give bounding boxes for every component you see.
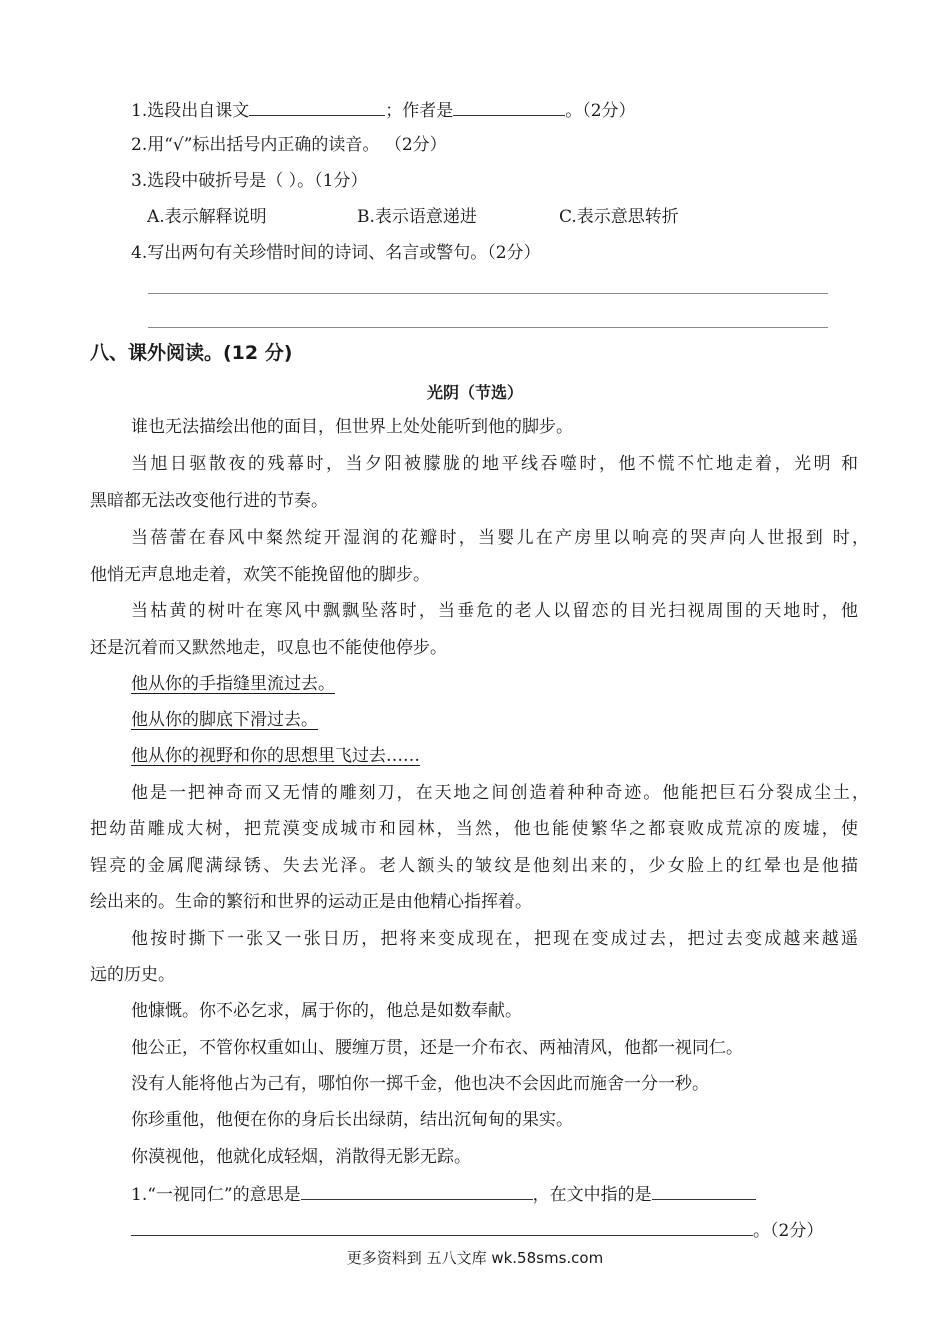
section-heading: 八、课外阅读。(12 分) <box>90 342 293 364</box>
underlined-sentence-1: 他从你的手指缝里流过去。 <box>131 674 335 694</box>
option-a: A.表示解释说明 <box>147 207 267 227</box>
passage-paragraph-5-line-4: 绘出来的。生命的繁衍和世界的运动正是由他精心指挥着。 <box>90 892 532 912</box>
underlined-sentence-2: 他从你的脚底下滑过去。 <box>131 710 318 730</box>
answer-blank-reference <box>652 1181 756 1200</box>
answer-line-2 <box>148 327 828 328</box>
option-c: C.表示意思转折 <box>559 207 679 227</box>
question-1 <box>131 97 636 123</box>
answer-line-1 <box>148 293 828 294</box>
question-3: 3.选段中破折号是（ ）。（1分） <box>131 171 368 191</box>
reading-question-1-mid: ，在文中指的是 <box>532 1185 652 1205</box>
question-1-prefix: 1.选段出自课文 <box>131 101 250 121</box>
passage-paragraph-1: 谁也无法描绘出他的面目，但世界上处处能听到他的脚步。 <box>131 417 573 437</box>
footer-text: 更多资料到 五八文库 wk.58sms.com <box>346 1249 604 1267</box>
passage-paragraph-4-line-2: 还是沉着而又默然地走，叹息也不能使他停步。 <box>90 638 447 658</box>
passage-paragraph-10: 你珍重他，他便在你的身后长出绿荫，结出沉甸甸的果实。 <box>131 1110 573 1130</box>
passage-paragraph-7: 他慷慨。你不必乞求，属于你的，他总是如数奉献。 <box>131 1001 522 1021</box>
answer-blank-meaning <box>301 1181 533 1200</box>
option-b: B.表示语意递进 <box>357 207 477 227</box>
question-4: 4.写出两句有关珍惜时间的诗词、名言或警句。（2分） <box>131 243 541 263</box>
passage-paragraph-4-line-1: 当枯黄的树叶在寒风中飘飘坠落时，当垂危的老人以留恋的目光扫视周围的天地时，他 <box>131 601 858 621</box>
underlined-sentence-3: 他从你的视野和你的思想里飞过去…… <box>131 746 420 766</box>
passage-paragraph-6-line-1: 他按时撕下一张又一张日历，把将来变成现在，把现在变成过去，把过去变成越来越遥 <box>131 929 858 949</box>
answer-blank-author <box>453 97 565 116</box>
passage-title: 光阴（节选） <box>426 383 523 402</box>
passage-paragraph-5-line-2: 把幼苗雕成大树，把荒漠变成城市和园林，当然，他也能使繁华之都衰败成荒凉的废墟，使 <box>90 819 858 839</box>
passage-paragraph-5-line-1: 他是一把神奇而又无情的雕刻刀，在天地之间创造着种种奇迹。他能把巨石分裂成尘土， <box>131 783 869 803</box>
passage-paragraph-6-line-2: 远的历史。 <box>90 965 175 985</box>
reading-question-1-suffix: 。（2分） <box>753 1221 824 1241</box>
answer-blank-lesson <box>249 97 385 116</box>
passage-paragraph-5-line-3: 锃亮的金属爬满绿锈、失去光泽。老人额头的皱纹是他刻出来的，少女脸上的红晕也是他描 <box>90 856 858 876</box>
passage-paragraph-11: 你漠视他，他就化成轻烟，消散得无影无踪。 <box>131 1147 471 1167</box>
answer-blank-reference-continued <box>131 1217 753 1236</box>
reading-question-1 <box>131 1181 756 1207</box>
question-1-mid: ；作者是 <box>385 101 454 121</box>
passage-paragraph-9: 没有人能将他占为己有，哪怕你一掷千金，他也决不会因此而施舍一分一秒。 <box>131 1074 709 1094</box>
passage-paragraph-3-line-1: 当蓓蕾在春风中粲然绽开湿润的花瓣时，当婴儿在产房里以响亮的哭声向人世报到 时， <box>131 528 869 548</box>
passage-paragraph-2-line-1: 当旭日驱散夜的残幕时，当夕阳被朦胧的地平线吞噬时，他不慌不忙地走着，光明 和 <box>131 454 858 474</box>
reading-question-1-continued <box>131 1217 823 1243</box>
passage-paragraph-2-line-2: 黑暗都无法改变他行进的节奏。 <box>90 491 328 511</box>
question-1-suffix: 。（2分） <box>565 101 636 121</box>
reading-question-1-prefix: 1.“一视同仁”的意思是 <box>131 1185 301 1205</box>
question-2: 2.用“√”标出括号内正确的读音。 （2分） <box>131 135 447 155</box>
passage-paragraph-8: 他公正，不管你权重如山、腰缠万贯，还是一介布衣、两袖清风，他都一视同仁。 <box>131 1038 743 1058</box>
passage-paragraph-3-line-2: 他悄无声息地走着，欢笑不能挽留他的脚步。 <box>90 565 430 585</box>
